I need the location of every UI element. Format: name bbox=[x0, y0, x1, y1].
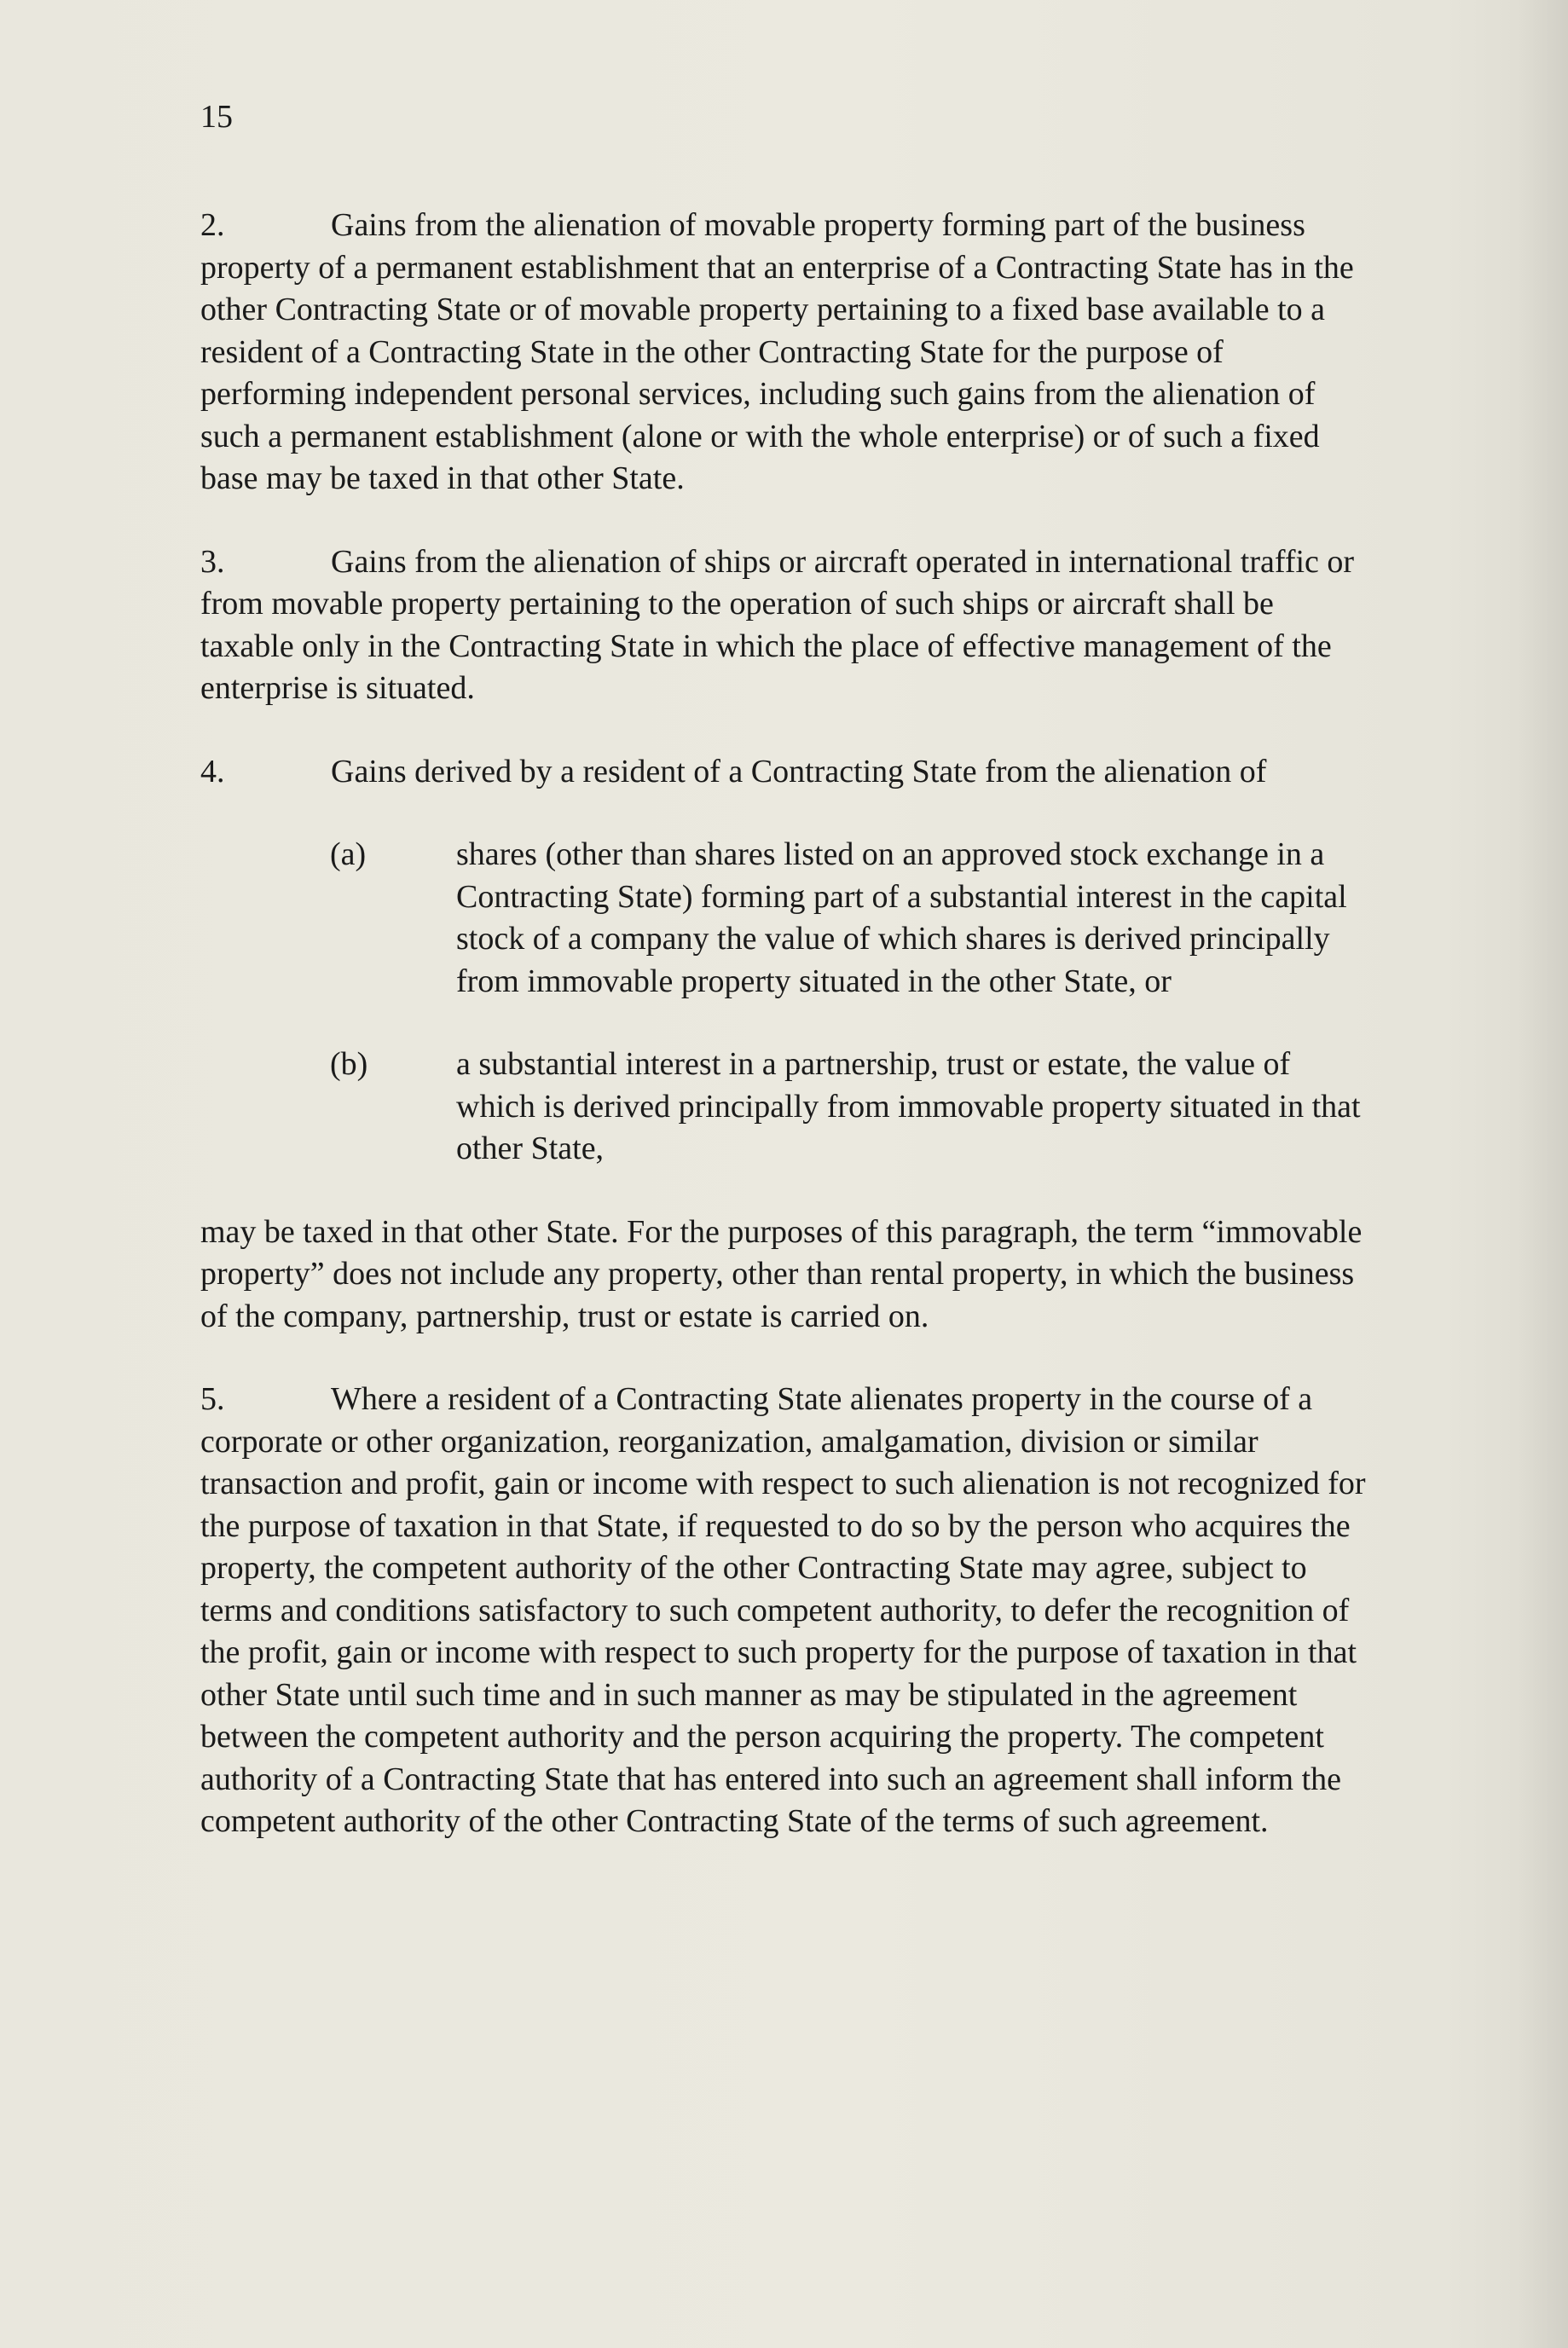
paragraph-number: 2. bbox=[200, 207, 225, 243]
paragraph-text: Gains from the alienation of movable property forming part of the business property of a permanent establishment that an enterprise of a Contracting State has in the other Contracting State or of movable property pertaining to a fixed base available to a resident of a Contracting State in the other Contracting State for the purpose of performing independent personal services, including such gains from the alienation of such a permanent establishment (alone or with the whole enterprise) or of such a fixed base may be taxed in that other State. bbox=[200, 207, 1354, 496]
paragraph-4-closing: may be taxed in that other State. For the purposes of this paragraph, the term “immovable property” does not include any property, other than rental property, in which the business of the company, partnership, trust or estate is carried on. bbox=[200, 1213, 1363, 1334]
paragraph-number: 3. bbox=[200, 543, 225, 580]
subparagraph-a bbox=[330, 834, 1368, 1003]
subparagraph-text: a substantial interest in a partnership, trust or estate, the value of which is derived principally from immovable property situated in that other State, bbox=[456, 1046, 1361, 1166]
page-number: 15 bbox=[200, 99, 233, 135]
paragraph-5 bbox=[200, 1379, 1368, 1843]
paragraph-text: Gains from the alienation of ships or aircraft operated in international traffic or from movable property pertaining to the operation of such ships or aircraft shall be taxable only in the Contracting State in which the place of effective management of the enterprise is situated. bbox=[200, 543, 1355, 706]
subparagraph-text: shares (other than shares listed on an approved stock exchange in a Contracting State) forming part of a substantial interest in the capital stock of a company the value of which shares is derived principally from immovable property situated in the other State, or bbox=[456, 836, 1347, 999]
subparagraph-label: (b) bbox=[330, 1046, 368, 1082]
subparagraph-label: (a) bbox=[330, 836, 367, 872]
page-edge-shadow bbox=[1517, 0, 1568, 2348]
paragraph-text: Gains derived by a resident of a Contracting State from the alienation of bbox=[331, 753, 1267, 789]
paragraph-number: 5. bbox=[200, 1381, 225, 1417]
paragraph-2 bbox=[200, 205, 1368, 500]
paragraph-number: 4. bbox=[200, 753, 225, 789]
subparagraph-b bbox=[330, 1044, 1368, 1171]
paragraph-4-intro bbox=[200, 751, 1368, 794]
document-body bbox=[200, 205, 1368, 1884]
paragraph-text: Where a resident of a Contracting State alienates property in the course of a corporate or other organization, reorganization, amalgamation, division or similar transaction and profit, gain or income with respect to such alienation is not recognized for the purpose of taxation in that State, if requested to do so by the person who acquires the property, the competent authority of the other Contracting State may agree, subject to terms and conditions satisfactory to such competent authority, to defer the recognition of the profit, gain or income with respect to such property for the purpose of taxation in that other State until such time and in such manner as may be stipulated in the agreement between the competent authority and the person acquiring the property. The competent authority of a Contracting State that has entered into such an agreement shall inform the competent authority of the other Contracting State of the terms of such agreement. bbox=[200, 1381, 1366, 1839]
paragraph-3 bbox=[200, 541, 1368, 710]
